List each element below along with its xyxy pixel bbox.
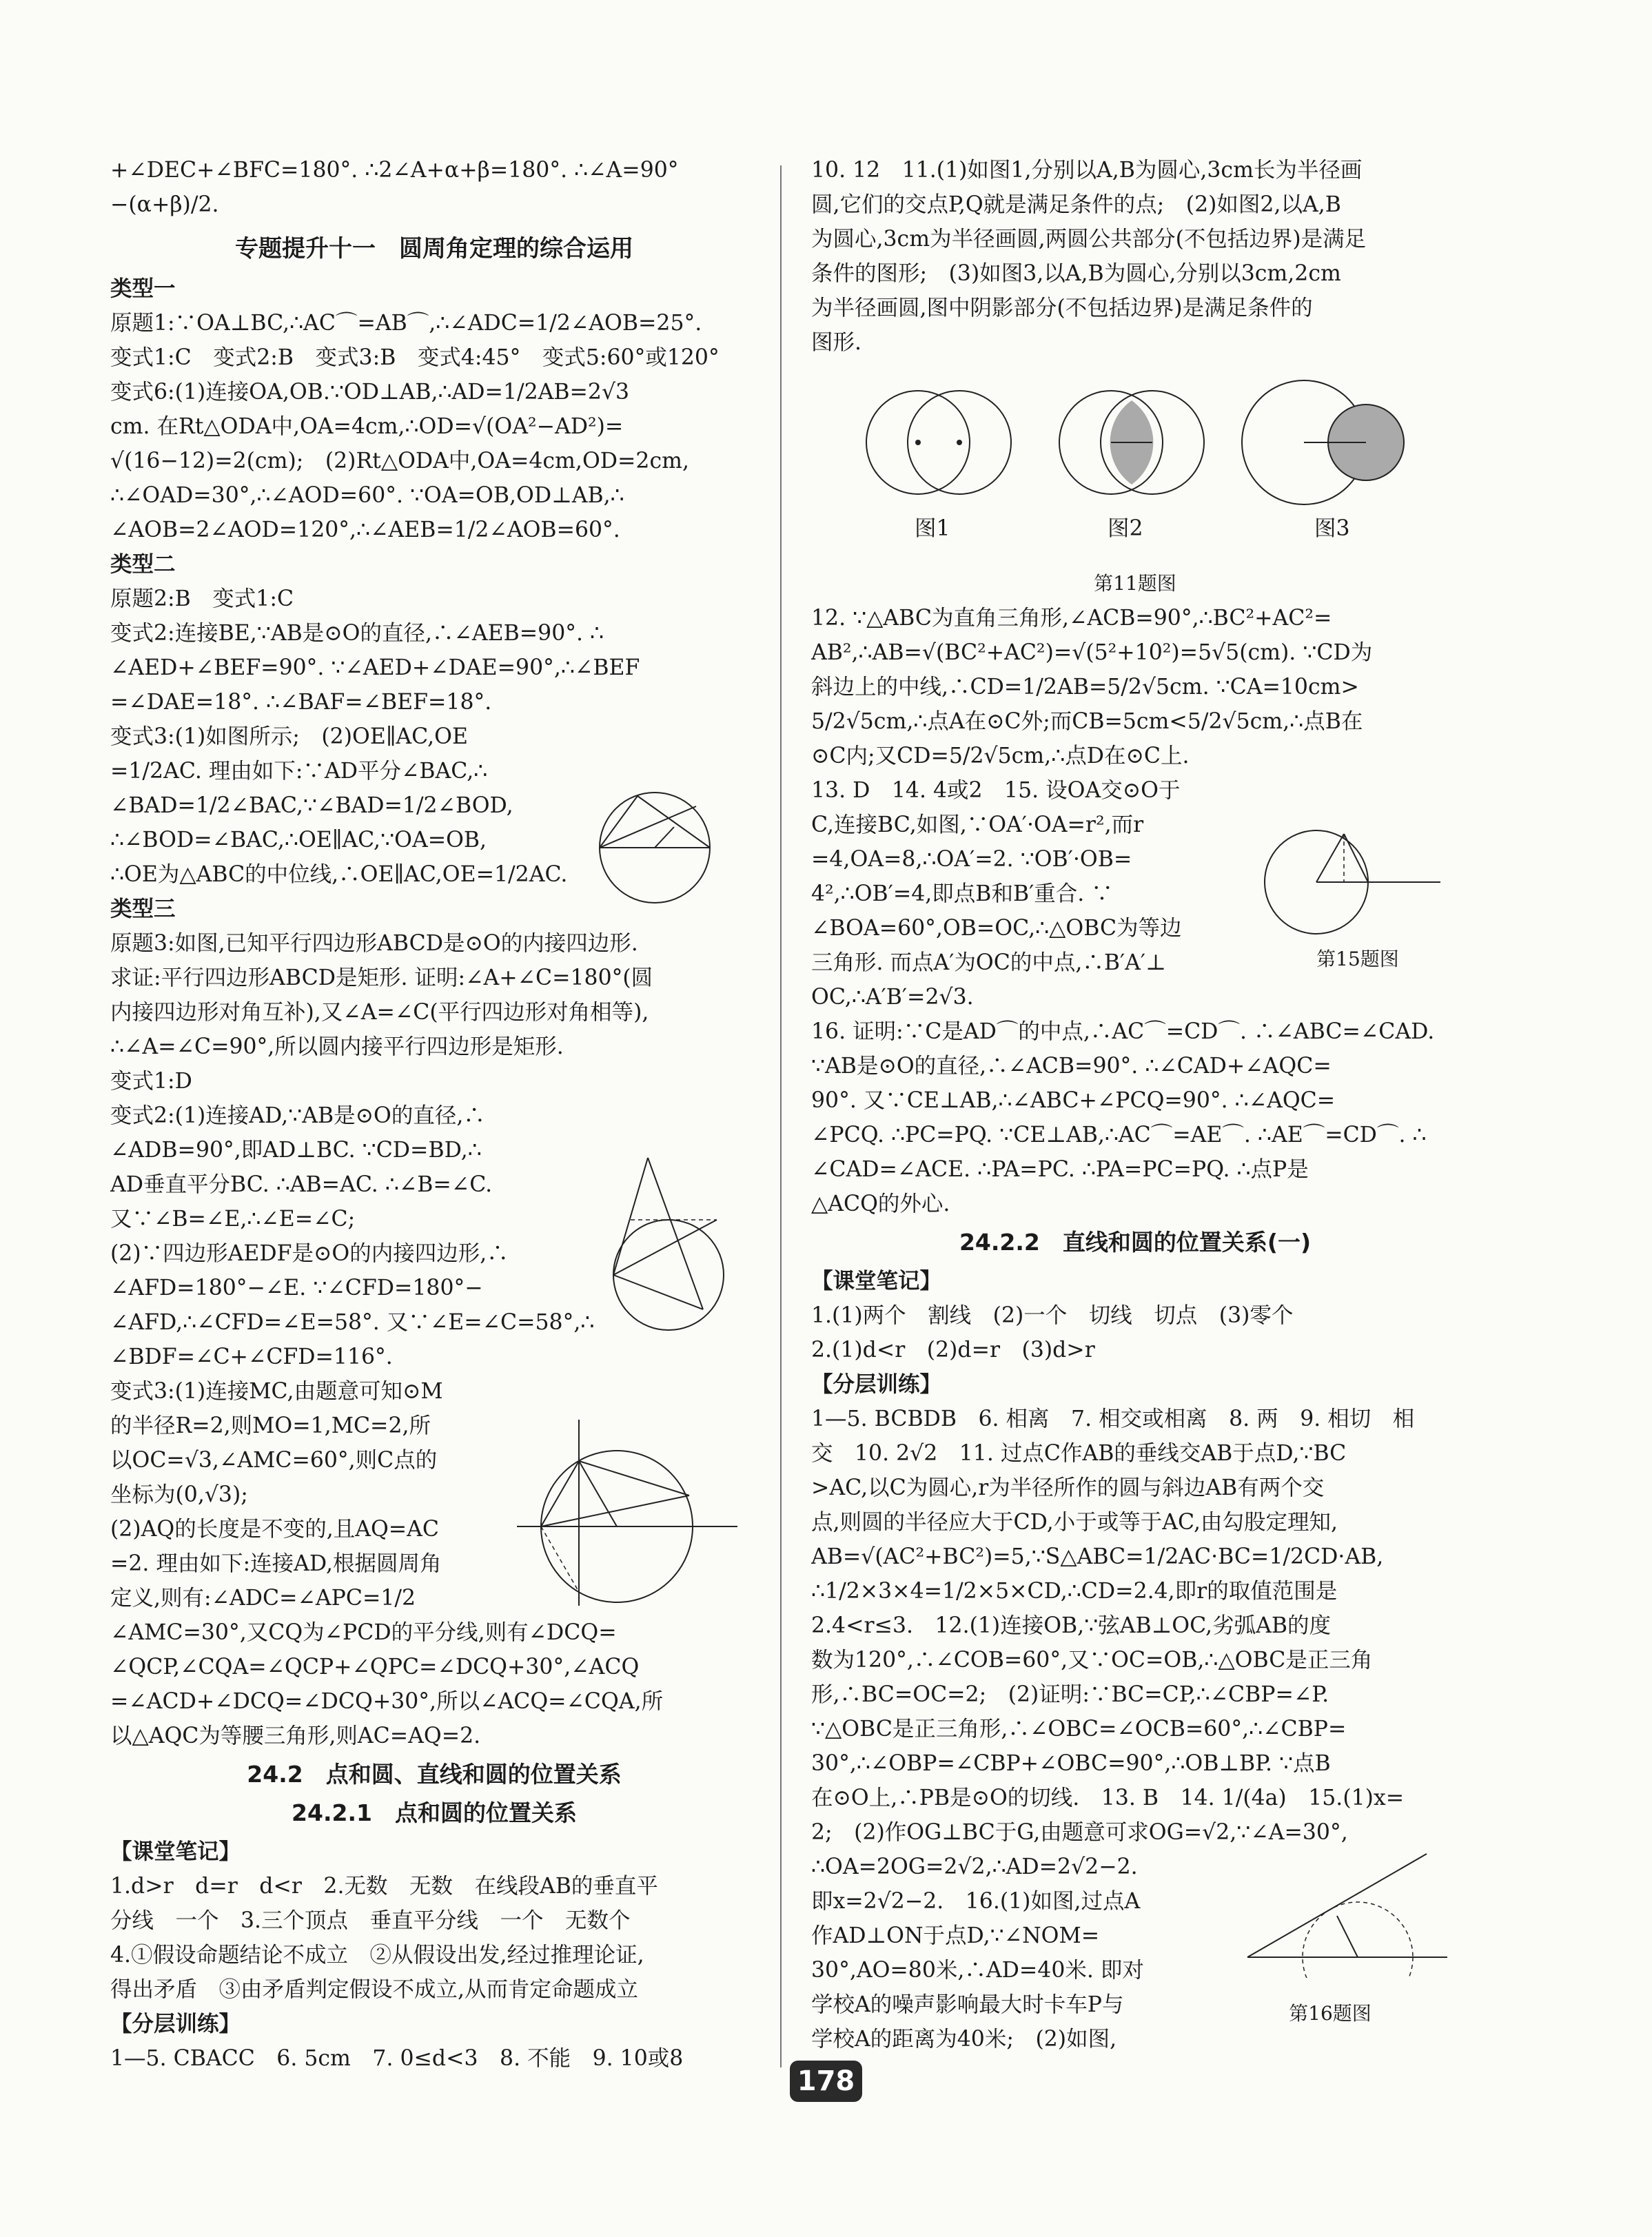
text-line: ∴∠BOD=∠BAC,∴OE∥AC,∵OA=OB, (110, 828, 487, 852)
text-line: 的半径R=2,则MO=1,MC=2,所 (110, 1413, 431, 1438)
text-line: 得出矛盾 ③由矛盾判定假设不成立,从而肯定命题成立 (110, 1977, 639, 2002)
text-line: 变式2:连接BE,∵AB是⊙O的直径,∴∠AEB=90°. ∴ (110, 621, 604, 646)
text-line: =2. 理由如下:连接AD,根据圆周角 (110, 1551, 442, 1576)
text-line: 学校A的噪声影响最大时卡车P与 (811, 1992, 1124, 2017)
text-line: (2)∵四边形AEDF是⊙O的内接四边形,∴ (110, 1241, 509, 1266)
text-line: 原题1:∵OA⊥BC,∴AC⌒=AB⌒,∴∠ADC=1/2∠AOB=25°. (110, 311, 702, 336)
text-line: 变式1:D (110, 1069, 192, 1094)
text-line: 30°,AO=80米,∴AD=40米. 即对 (811, 1958, 1144, 1983)
text-line: 12. ∵△ABC为直角三角形,∠ACB=90°,∴BC²+AC²= (811, 606, 1332, 631)
section-title: 24.2 点和圆、直线和圆的位置关系 (247, 1761, 622, 1788)
text-line: =1/2AC. 理由如下:∵AD平分∠BAC,∴ (110, 759, 488, 784)
text-line: ∴∠A=∠C=90°,所以圆内接平行四边形是矩形. (110, 1034, 564, 1059)
figure-2 (1046, 374, 1218, 511)
page-number: 178 (790, 2061, 862, 2102)
text-line: ∠BAD=1/2∠BAC,∵∠BAD=1/2∠BOD, (110, 793, 513, 818)
figure-1 (853, 374, 1025, 511)
text-line: 圆,它们的交点P,Q就是满足条件的点; (2)如图2,以A,B (811, 192, 1341, 217)
text-line: 以OC=√3,∠AMC=60°,则C点的 (110, 1448, 438, 1473)
text-line: 90°. 又∵CE⊥AB,∴∠ABC+∠PCQ=90°. ∴∠AQC= (811, 1088, 1336, 1113)
text-line: 作AD⊥ON于点D,∵∠NOM= (811, 1923, 1100, 1948)
text-line: 内接四边形对角互补),又∠A=∠C(平行四边形对角相等), (110, 1000, 649, 1025)
text-line: 16. 证明:∵C是AD⌒的中点,∴AC⌒=CD⌒. ∴∠ABC=∠CAD. (811, 1019, 1435, 1044)
text-line: 10. 12 11.(1)如图1,分别以A,B为圆心,3cm长为半径画 (811, 158, 1363, 183)
text-line: C,连接BC,如图,∵OA′·OA=r²,而r (811, 813, 1144, 837)
text-line: 2.4<r≤3. 12.(1)连接OB,∵弦AB⊥OC,劣弧AB的度 (811, 1613, 1331, 1638)
text-line: 条件的图形; (3)如图3,以A,B为圆心,分别以3cm,2cm (811, 261, 1341, 286)
text-line: ∠AED+∠BEF=90°. ∵∠AED+∠DAE=90°,∴∠BEF (110, 655, 640, 680)
type-heading: 类型三 (110, 897, 176, 921)
type-heading: 类型一 (110, 276, 176, 301)
text-line: 4.①假设命题结论不成立 ②从假设出发,经过推理论证, (110, 1943, 644, 1968)
figure-caption: 第11题图 (1094, 572, 1176, 595)
figure-15 (1261, 813, 1461, 937)
text-line: ⊙C内;又CD=5/2√5cm,∴点D在⊙C上. (811, 744, 1190, 768)
circle-figure-variant3 (565, 772, 744, 910)
text-line: ∠PCQ. ∴PC=PQ. ∵CE⊥AB,∴AC⌒=AE⌒. ∴AE⌒=CD⌒. ∴ (811, 1123, 1427, 1147)
text-line: 坐标为(0,√3); (110, 1482, 248, 1507)
text-line: 变式3:(1)连接MC,由题意可知⊙M (110, 1379, 443, 1404)
figure-16-caption: 第16题图 (1289, 2002, 1371, 2025)
text-line: 数为120°,∴∠COB=60°,又∵OC=OB,∴△OBC是正三角 (811, 1648, 1373, 1673)
text-line: 三角形. 而点A′为OC的中点,∴B′A′⊥ (811, 950, 1166, 975)
text-line: 13. D 14. 4或2 15. 设OA交⊙O于 (811, 778, 1181, 803)
text-line: 斜边上的中线,∴CD=1/2AB=5/2√5cm. ∵CA=10cm> (811, 675, 1359, 699)
figure-2-label: 图2 (1108, 516, 1143, 541)
text-line: 变式6:(1)连接OA,OB.∵OD⊥AB,∴AD=1/2AB=2√3 (110, 380, 630, 405)
text-line: 形,∴BC=OC=2; (2)证明:∵BC=CP,∴∠CBP=∠P. (811, 1682, 1329, 1707)
left-column (110, 153, 758, 2076)
figure-3 (1238, 374, 1431, 511)
text-line: cm. 在Rt△ODA中,OA=4cm,∴OD=√(OA²−AD²)= (110, 414, 624, 439)
text-line: 在⊙O上,∴PB是⊙O的切线. 13. B 14. 1/(4a) 15.(1)x= (811, 1786, 1405, 1810)
text-line: ∠AFD,∴∠CFD=∠E=58°. 又∵∠E=∠C=58°,∴ (110, 1310, 595, 1335)
text-line: △ACQ的外心. (811, 1192, 950, 1216)
text-line: 原题2:B 变式1:C (110, 586, 294, 611)
text-line: AB²,∴AB=√(BC²+AC²)=√(5²+10²)=5√5(cm). ∵CD为 (811, 640, 1373, 665)
text-line: 定义,则有:∠ADC=∠APC=1/2 (110, 1586, 416, 1611)
section-title: 专题提升十一 圆周角定理的综合运用 (235, 235, 633, 263)
figure-15-caption: 第15题图 (1316, 948, 1399, 970)
subsection-title: 24.2.1 点和圆的位置关系 (292, 1799, 577, 1826)
figure-16 (1234, 1847, 1454, 1978)
text-line: ∵AB是⊙O的直径,∴∠ACB=90°. ∴∠CAD+∠AQC= (811, 1054, 1332, 1079)
text-line: =∠DAE=18°. ∴∠BAF=∠BEF=18°. (110, 690, 492, 715)
column-divider (780, 165, 782, 2067)
text-line: 2; (2)作OG⊥BC于G,由题意可求OG=√2,∵∠A=30°, (811, 1820, 1348, 1845)
text-line: ∴1/2×3×4=1/2×5×CD,∴CD=2.4,即r的取值范围是 (811, 1579, 1338, 1604)
text-line: 1.d>r d=r d<r 2.无数 无数 在线段AB的垂直平 (110, 1874, 658, 1899)
training-tag: 【分层训练】 (811, 1372, 942, 1397)
figure-3-label: 图3 (1314, 516, 1350, 541)
text-line: AB=√(AC²+BC²)=5,∵S△ABC=1/2AC·BC=1/2CD·AB, (811, 1544, 1384, 1569)
text-line: ∴OE为△ABC的中位线,∴OE∥AC,OE=1/2AC. (110, 862, 568, 887)
text-line: ∴OA=2OG=2√2,∴AD=2√2−2. (811, 1855, 1138, 1879)
text-line: ∠BOA=60°,OB=OC,∴△OBC为等边 (811, 916, 1182, 941)
figure-1-label: 图1 (915, 516, 950, 541)
text-line: √(16−12)=2(cm); (2)Rt△ODA中,OA=4cm,OD=2cm, (110, 449, 689, 473)
text-line: ∠AOB=2∠AOD=120°,∴∠AEB=1/2∠AOB=60°. (110, 518, 620, 542)
text-line: 即x=2√2−2. 16.(1)如图,过点A (811, 1889, 1141, 1914)
text-line: 为圆心,3cm为半径画圆,两圆公共部分(不包括边界)是满足 (811, 227, 1367, 252)
text-line: 学校A的距离为40米; (2)如图, (811, 2027, 1117, 2052)
text-line: (2)AQ的长度是不变的,且AQ=AC (110, 1517, 440, 1542)
circle-figure-variant2 (593, 1144, 744, 1344)
text-line: >AC,以C为圆心,r为半径所作的圆与斜边AB有两个交 (811, 1475, 1325, 1500)
text-line: OC,∴A′B′=2√3. (811, 985, 974, 1010)
text-line: 变式1:C 变式2:B 变式3:B 变式4:45° 变式5:60°或120° (110, 345, 720, 370)
text-line: 2.(1)d<r (2)d=r (3)d>r (811, 1338, 1095, 1362)
text-line: ∴∠OAD=30°,∴∠AOD=60°. ∵OA=OB,OD⊥AB,∴ (110, 483, 624, 508)
text-line: ∠AFD=180°−∠E. ∵∠CFD=180°− (110, 1276, 483, 1300)
text-line: 求证:平行四边形ABCD是矩形. 证明:∠A+∠C=180°(圆 (110, 966, 653, 990)
right-column (811, 153, 1459, 2056)
text-line: 30°,∴∠OBP=∠CBP+∠OBC=90°,∴OB⊥BP. ∵点B (811, 1751, 1331, 1776)
notes-tag: 【课堂笔记】 (811, 1269, 942, 1294)
text-line: 4²,∴OB′=4,即点B和B′重合. ∵ (811, 881, 1113, 906)
section-title: 24.2.2 直线和圆的位置关系(一) (959, 1229, 1312, 1256)
text-line: ∵△OBC是正三角形,∴∠OBC=∠OCB=60°,∴∠CBP= (811, 1717, 1347, 1741)
text-line: 变式3:(1)如图所示; (2)OE∥AC,OE (110, 724, 468, 749)
text-line: ∠CAD=∠ACE. ∴PA=PC. ∴PA=PC=PQ. ∴点P是 (811, 1157, 1309, 1182)
text-line: 原题3:如图,已知平行四边形ABCD是⊙O的内接四边形. (110, 931, 638, 956)
text-line: ∠AMC=30°,又CQ为∠PCD的平分线,则有∠DCQ= (110, 1620, 617, 1645)
text-line: 分线 一个 3.三个顶点 垂直平分线 一个 无数个 (110, 1908, 631, 1933)
text-line: =∠ACD+∠DCQ=∠DCQ+30°,所以∠ACQ=∠CQA,所 (110, 1689, 664, 1714)
text-line: 点,则圆的半径应大于CD,小于或等于AC,由勾股定理知, (811, 1510, 1338, 1535)
text-line: 为半径画圆,图中阴影部分(不包括边界)是满足条件的 (811, 296, 1313, 320)
coordinate-figure (503, 1413, 744, 1613)
training-tag: 【分层训练】 (110, 2012, 241, 2036)
text-line: 图形. (811, 330, 862, 355)
figure-11-group (811, 360, 1459, 566)
text-line: =4,OA=8,∴OA′=2. ∵OB′·OB= (811, 847, 1132, 872)
text-line: 交 10. 2√2 11. 过点C作AB的垂线交AB于点D,∵BC (811, 1441, 1347, 1466)
text-line: ∠ADB=90°,即AD⊥BC. ∵CD=BD,∴ (110, 1138, 482, 1163)
text-line: ∠QCP,∠CQA=∠QCP+∠QPC=∠DCQ+30°,∠ACQ (110, 1655, 640, 1679)
text-line: 1—5. CBACC 6. 5cm 7. 0≤d<3 8. 不能 9. 10或8 (110, 2046, 684, 2071)
text-line: +∠DEC+∠BFC=180°. ∴2∠A+α+β=180°. ∴∠A=90° (110, 158, 679, 183)
text-line: −(α+β)/2. (110, 192, 219, 217)
text-line: 以△AQC为等腰三角形,则AC=AQ=2. (110, 1724, 481, 1748)
text-line: 变式2:(1)连接AD,∵AB是⊙O的直径,∴ (110, 1103, 485, 1128)
text-line: AD垂直平分BC. ∴AB=AC. ∴∠B=∠C. (110, 1172, 493, 1197)
text-line: ∠BDF=∠C+∠CFD=116°. (110, 1345, 393, 1369)
text-line: 1—5. BCBDB 6. 相离 7. 相交或相离 8. 两 9. 相切 相 (811, 1407, 1415, 1431)
text-line: 又∵∠B=∠E,∴∠E=∠C; (110, 1207, 356, 1232)
text-line: 1.(1)两个 割线 (2)一个 切线 切点 (3)零个 (811, 1303, 1294, 1328)
type-heading: 类型二 (110, 552, 176, 577)
text-line: 5/2√5cm,∴点A在⊙C外;而CB=5cm<5/2√5cm,∴点B在 (811, 709, 1363, 734)
notes-tag: 【课堂笔记】 (110, 1839, 241, 1864)
